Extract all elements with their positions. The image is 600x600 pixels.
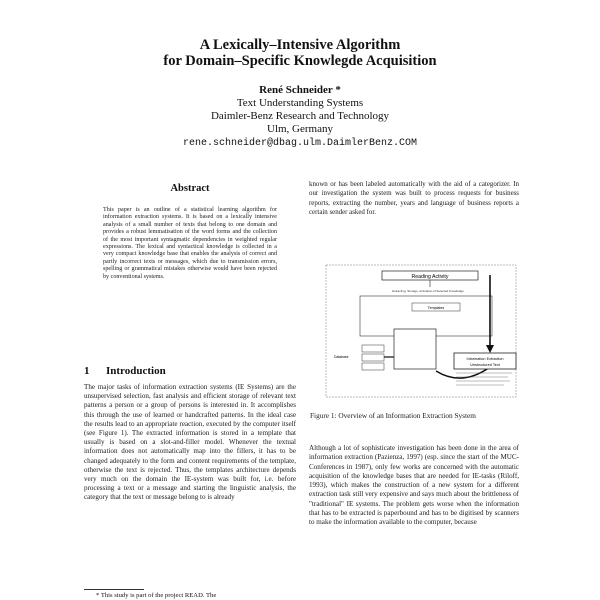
- section-heading: [84, 365, 166, 377]
- reading-activity-label: Reading Activity: [411, 274, 449, 280]
- introduction-body: The major tasks of information extraction systems (IE Systems) are the unsupervised selection, fast analysis and efficient storage of relevant text patterns a person or a group of persons is interested in. It accomplishes this through the use of learned or handcrafted patterns. In the ideal case the results lead to an appropriate reaction, executed by the computer itself (see Figure 1). The extracted information is stored in a template that usually is based on a slot-and-filler model. Whenever the textual information does not automatically map into the fillers, it has to be changed adequately to the form and content requirements of the template, otherwise the text is rejected. Thus, the templates architecture depends very much on the domain the IE-system was built for, i.e. before processing a text or a message and starting the linguistic analysis, the category that the text or message belong to is already: [84, 383, 296, 502]
- section-number: 1: [84, 365, 90, 377]
- paper-title-line1: A Lexically–Intensive Algorithm: [199, 37, 401, 53]
- abstract-heading: Abstract: [170, 183, 210, 194]
- author-affiliation-2: Daimler-Benz Research and Technology: [210, 110, 390, 122]
- right-column-bottom-text: Although a lot of sophisticate investigation has been done in the area of information extraction (Pazienza, 1997) (esp. since the start of the MUC-Conferences in 1987), only few works are concerned with the automatic acquisition of the knowledge bases that are needed for IE-tasks (Riloff, 1993), which makes the construction of a new system for a different extraction task still very expensive and says much about the brittleness of "traditional" IE systems. The problem gets worse when the information that has to be extracted is paperbound and has to be digitised by scanners to make the information available to the computer, because: [309, 444, 519, 527]
- database-box-2: [362, 354, 384, 361]
- right-column-top-text: known or has been labeled automatically with the aid of a categorizer. In our investigation the system was built to process requests for business reports, extracting the number, years and language of business reports a certain sender asked for.: [309, 181, 519, 217]
- database-label: Database: [334, 355, 349, 359]
- extraction-note: Extracting, Storage, Activation of Selected Knowledge: [392, 289, 464, 293]
- processing-box: [394, 329, 436, 369]
- author-name: René Schneider *: [259, 84, 341, 96]
- unstructured-text-label: Unstructured Text: [470, 363, 500, 367]
- figure-1-diagram: [322, 263, 522, 403]
- figure-caption: Figure 1: Overview of an Information Extraction System: [310, 411, 476, 420]
- footnote-rule: [84, 589, 144, 590]
- templates-label: Templates: [427, 306, 445, 310]
- author-email: rene.schneider@dbag.ulm.DaimlerBenz.COM: [182, 138, 418, 149]
- footnote: * This study is part of the project READ. The: [96, 592, 217, 599]
- section-title: Introduction: [106, 365, 166, 377]
- paper-title-line2: for Domain–Specific Knowlegde Acquisition: [163, 53, 437, 69]
- information-extraction-label: Information Extraction: [466, 357, 504, 361]
- abstract-body: This paper is an outline of a statistical learning algorithm for information extraction systems. It is based on a lexically intensive analysis of a small number of texts that belong to one domain and provides a robust lemmatisation of the word forms and the collection of the most important syntagmatic dependencies in weighted regular expressions. The lexical and syntactical knowledge is collected in a very compact knowledge base that enables the analysis of correct and partly incorrect texts or messages, which due to transmission errors, spelling or grammatical mistakes otherwise would have been rejected by conventional systems.: [103, 207, 277, 280]
- database-box-3: [362, 363, 384, 370]
- author-city: Ulm, Germany: [267, 123, 333, 135]
- database-box-1: [362, 345, 384, 352]
- author-affiliation-1: Text Understanding Systems: [236, 97, 364, 109]
- arrow-head-down: [486, 345, 494, 353]
